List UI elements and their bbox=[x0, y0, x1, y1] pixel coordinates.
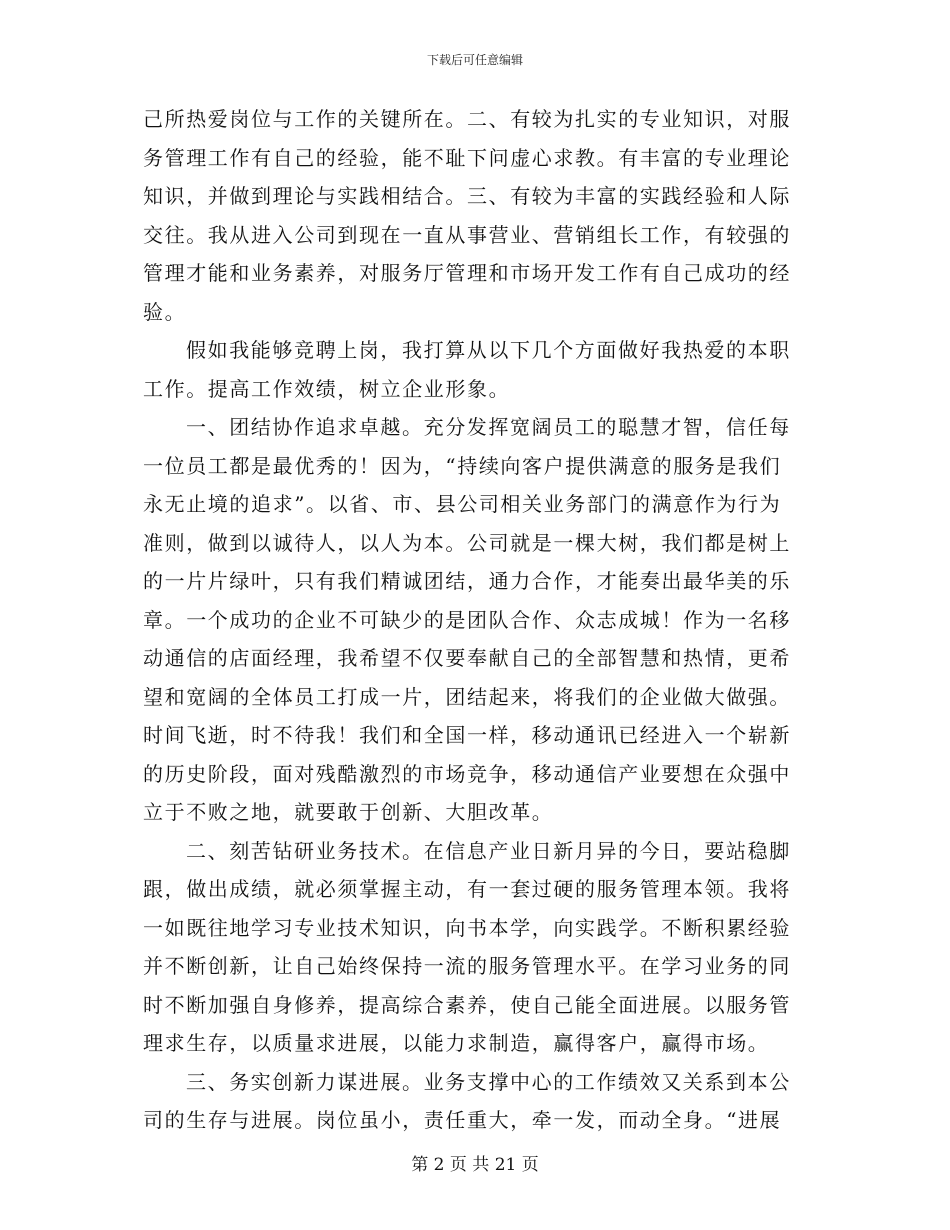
body-text-line: 章。一个成功的企业不可缺少的是团队合作、众志成城！作为一名移 bbox=[143, 607, 791, 632]
body-text-line: 假如我能够竞聘上岗，我打算从以下几个方面做好我热爱的本职 bbox=[186, 338, 791, 362]
body-text-line: 验。 bbox=[143, 299, 187, 324]
body-text-line: 时不断加强自身修养，提高综合素养，使自己能全面进展。以服务管 bbox=[143, 992, 791, 1017]
body-text-line: 准则，做到以诚待人，以人为本。公司就是一棵大树，我们都是树上 bbox=[143, 530, 791, 555]
body-text-line: 司的生存与进展。岗位虽小，责任重大，牵一发，而动全身。“进展 bbox=[143, 1108, 782, 1132]
body-text-line: 望和宽阔的全体员工打成一片，团结起来，将我们的企业做大做强。 bbox=[143, 684, 791, 709]
body-text-line: 的一片片绿叶，只有我们精诚团结，通力合作，才能奏出最华美的乐 bbox=[143, 569, 791, 593]
body-text-line: 己所热爱岗位与工作的关键所在。二、有较为扎实的专业知识，对服 bbox=[143, 107, 791, 131]
body-text-line: 跟，做出成绩，就必须掌握主动，有一套过硬的服务管理本领。我将 bbox=[143, 877, 791, 901]
body-text-line: 立于不败之地，就要敢于创新、大胆改革。 bbox=[143, 800, 554, 824]
body-text-line: 交往。我从进入公司到现在一直从事营业、营销组长工作，有较强的 bbox=[143, 222, 791, 247]
document-body bbox=[143, 100, 803, 1140]
body-text-line: 一位员工都是最优秀的！因为，“持续向客户提供满意的服务是我们 bbox=[143, 453, 782, 478]
body-text-line: 并不断创新，让自己始终保持一流的服务管理水平。在学习业务的同 bbox=[143, 954, 791, 978]
page-header: 下载后可任意编辑 bbox=[426, 53, 523, 67]
body-text-line: 理求生存，以质量求进展，以能力求制造，赢得客户，赢得市场。 bbox=[143, 1031, 770, 1055]
page-number-footer: 第 2 页 共 21 页 bbox=[411, 1155, 539, 1175]
body-text-line: 务管理工作有自己的经验，能不耻下问虚心求教。有丰富的专业理论 bbox=[143, 145, 791, 170]
body-text-line: 工作。提高工作效绩，树立企业形象。 bbox=[143, 376, 511, 401]
body-text-line: 永无止境的追求”。以省、市、县公司相关业务部门的满意作为行为 bbox=[143, 492, 782, 516]
body-text-line: 时间飞逝，时不待我！我们和全国一样，移动通讯已经进入一个崭新 bbox=[143, 723, 791, 747]
body-text-line: 三、务实创新力谋进展。业务支撑中心的工作绩效又关系到本公 bbox=[186, 1069, 791, 1094]
body-text-line: 一如既往地学习专业技术知识，向书本学，向实践学。不断积累经验 bbox=[143, 915, 791, 940]
body-text-line: 二、刻苦钻研业务技术。在信息产业日新月异的今日，要站稳脚 bbox=[186, 838, 791, 863]
body-text-line: 管理才能和业务素养，对服务厅管理和市场开发工作有自己成功的经 bbox=[143, 261, 791, 285]
body-text-line: 动通信的店面经理，我希望不仅要奉献自己的全部智慧和热情，更希 bbox=[143, 646, 791, 670]
body-text-line: 一、团结协作追求卓越。充分发挥宽阔员工的聪慧才智，信任每 bbox=[186, 415, 791, 439]
body-text-line: 知识，并做到理论与实践相结合。三、有较为丰富的实践经验和人际 bbox=[143, 184, 791, 208]
body-text-line: 的历史阶段，面对残酷激烈的市场竞争，移动通信产业要想在众强中 bbox=[143, 761, 791, 786]
